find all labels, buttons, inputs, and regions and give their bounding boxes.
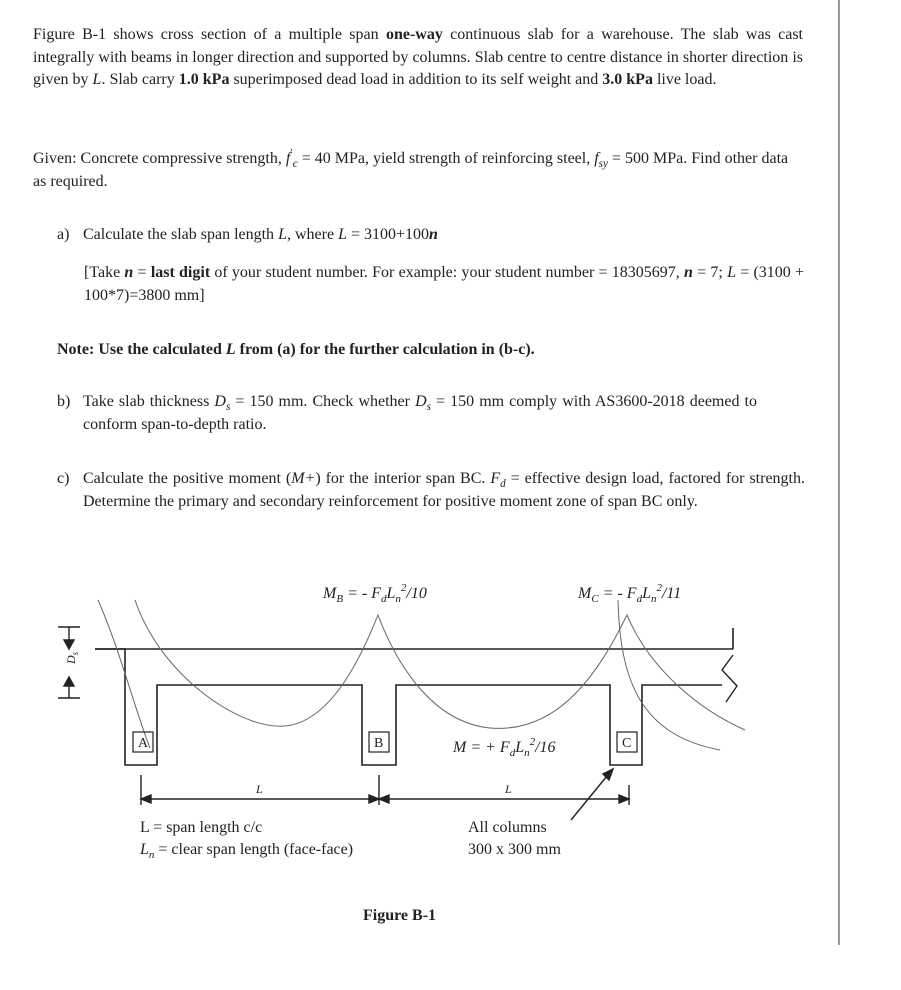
moment-b-label: $M_B$ = - $F_dL_n^2/10$ — [323, 582, 427, 605]
legend-column-size: 300 x 300 mm — [468, 841, 561, 858]
question-a-example: [Take n = last digit of your student number. For example: your student number = 18305697, n = 7; L = (3100 + 100*7)=3800 mm] — [84, 264, 805, 304]
legend-span-length: L = span length c/c — [140, 819, 263, 836]
figure-caption: Figure B-1 — [363, 907, 437, 924]
calculation-note: Note: Use the calculated L from (a) for the further calculation in (b-c). — [57, 341, 535, 358]
break-line — [722, 655, 737, 702]
span-ab-label: L — [256, 782, 263, 796]
given-paragraph: Given: Concrete compressive strength, $f'_c = 40$ MPa, yield strength of reinforcing steel, $f_{sy} = 500$ MPa. Find other data as required. — [33, 147, 789, 190]
question-a: a) Calculate the slab span length L, where L = 3100+100n — [57, 226, 438, 243]
column-a-label: A — [138, 736, 149, 751]
legend-clear-span: $L_n$ = clear span length (face-face) — [140, 841, 354, 861]
moment-c-label: $M_C$ = - $F_dL_n^2/11$ — [578, 582, 682, 605]
column-labels — [133, 732, 637, 752]
moment-diagram — [98, 600, 745, 750]
question-c: c) Calculate the positive moment (M+) for the interior span BC. $F_d$ = effective design load, factored for strength. Determine the primary and secondary reinforcement for positive moment zone of span BC only. — [57, 470, 806, 510]
ds-label: $D_s$ — [64, 651, 80, 664]
column-c-label: C — [622, 736, 632, 751]
span-bc-label: L — [505, 782, 512, 796]
intro-paragraph: Figure B-1 shows cross section of a multiple span one-way continuous slab for a warehouse. The slab was cast integrally with beams in longer direction and supported by columns. Slab centre to centre distance in shorter direction is given by L. Slab carry 1.0 kPa superimposed dead load in addition to its self weight and 3.0 kPa live load. — [33, 26, 803, 88]
span-dimensions — [141, 769, 629, 820]
positive-moment-label: M = + $F_dL_n^2/16$ — [453, 736, 556, 759]
figure-b1 — [0, 560, 901, 940]
question-b: b) Take slab thickness $D_s = 150$ mm. Check whether $D_s = 150$ mm comply with AS3600-2018 deemed to conform span-to-depth ratio. — [57, 393, 757, 433]
legend-columns: All columns — [468, 819, 547, 836]
column-b-label: B — [374, 736, 384, 751]
